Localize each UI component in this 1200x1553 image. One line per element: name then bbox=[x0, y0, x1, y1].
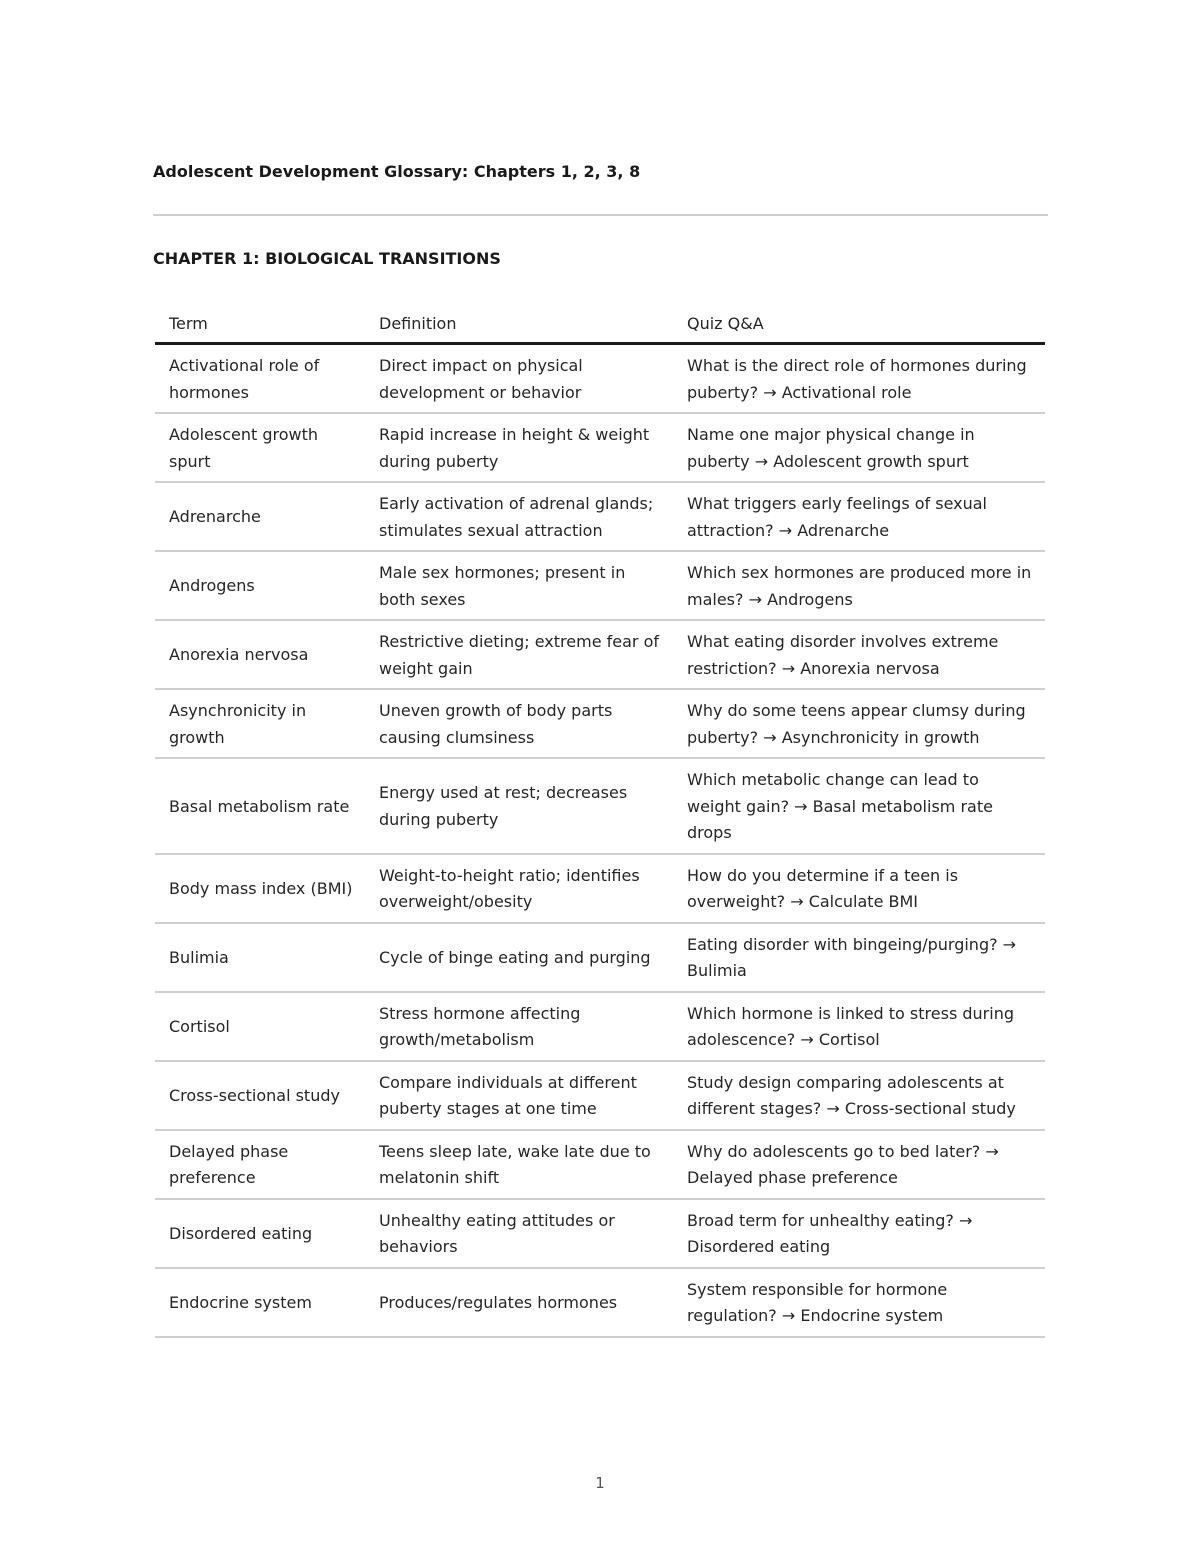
definition-cell: Stress hormone affecting growth/metabolism bbox=[365, 992, 673, 1061]
definition-cell: Teens sleep late, wake late due to melatonin shift bbox=[365, 1130, 673, 1199]
definition-cell: Produces/regulates hormones bbox=[365, 1268, 673, 1337]
term-cell: Cortisol bbox=[155, 992, 365, 1061]
quiz-cell: System responsible for hormone regulation? → Endocrine system bbox=[673, 1268, 1045, 1337]
term-cell: Basal metabolism rate bbox=[155, 758, 365, 854]
term-cell: Bulimia bbox=[155, 923, 365, 992]
quiz-cell: Which hormone is linked to stress during adolescence? → Cortisol bbox=[673, 992, 1045, 1061]
term-cell: Delayed phase preference bbox=[155, 1130, 365, 1199]
quiz-cell: Name one major physical change in puberty → Adolescent growth spurt bbox=[673, 413, 1045, 482]
quiz-cell: Broad term for unhealthy eating? → Disordered eating bbox=[673, 1199, 1045, 1268]
table-row bbox=[155, 689, 1045, 758]
page-number: 1 bbox=[595, 1474, 605, 1492]
table-row bbox=[155, 1268, 1045, 1337]
document-title: Adolescent Development Glossary: Chapters 1, 2, 3, 8 bbox=[153, 162, 641, 181]
quiz-cell: Study design comparing adolescents at different stages? → Cross-sectional study bbox=[673, 1061, 1045, 1130]
table-row bbox=[155, 1130, 1045, 1199]
title-divider bbox=[153, 214, 1048, 216]
table-row bbox=[155, 413, 1045, 482]
column-header-term: Term bbox=[155, 306, 365, 344]
term-cell: Adrenarche bbox=[155, 482, 365, 551]
quiz-cell: What eating disorder involves extreme restriction? → Anorexia nervosa bbox=[673, 620, 1045, 689]
table-row bbox=[155, 620, 1045, 689]
table-row bbox=[155, 344, 1045, 414]
term-cell: Anorexia nervosa bbox=[155, 620, 365, 689]
definition-cell: Early activation of adrenal glands; stimulates sexual attraction bbox=[365, 482, 673, 551]
quiz-cell: Why do adolescents go to bed later? → Delayed phase preference bbox=[673, 1130, 1045, 1199]
quiz-cell: Eating disorder with bingeing/purging? → Bulimia bbox=[673, 923, 1045, 992]
definition-cell: Compare individuals at different puberty stages at one time bbox=[365, 1061, 673, 1130]
table-row bbox=[155, 482, 1045, 551]
term-cell: Asynchronicity in growth bbox=[155, 689, 365, 758]
term-cell: Activational role of hormones bbox=[155, 344, 365, 414]
table-row bbox=[155, 551, 1045, 620]
quiz-cell: Why do some teens appear clumsy during puberty? → Asynchronicity in growth bbox=[673, 689, 1045, 758]
definition-cell: Unhealthy eating attitudes or behaviors bbox=[365, 1199, 673, 1268]
term-cell: Disordered eating bbox=[155, 1199, 365, 1268]
column-header-definition: Definition bbox=[365, 306, 673, 344]
quiz-cell: What is the direct role of hormones during puberty? → Activational role bbox=[673, 344, 1045, 414]
table-row bbox=[155, 923, 1045, 992]
quiz-cell: How do you determine if a teen is overweight? → Calculate BMI bbox=[673, 854, 1045, 923]
column-header-quiz: Quiz Q&A bbox=[673, 306, 1045, 344]
table-row bbox=[155, 758, 1045, 854]
table-header-row bbox=[155, 306, 1045, 344]
definition-cell: Weight-to-height ratio; identifies overweight/obesity bbox=[365, 854, 673, 923]
table-row bbox=[155, 992, 1045, 1061]
term-cell: Androgens bbox=[155, 551, 365, 620]
quiz-cell: Which metabolic change can lead to weight gain? → Basal metabolism rate drops bbox=[673, 758, 1045, 854]
term-cell: Body mass index (BMI) bbox=[155, 854, 365, 923]
quiz-cell: What triggers early feelings of sexual attraction? → Adrenarche bbox=[673, 482, 1045, 551]
chapter-heading: CHAPTER 1: BIOLOGICAL TRANSITIONS bbox=[153, 249, 501, 268]
definition-cell: Cycle of binge eating and purging bbox=[365, 923, 673, 992]
table-row bbox=[155, 1061, 1045, 1130]
definition-cell: Direct impact on physical development or behavior bbox=[365, 344, 673, 414]
quiz-cell: Which sex hormones are produced more in males? → Androgens bbox=[673, 551, 1045, 620]
definition-cell: Restrictive dieting; extreme fear of weight gain bbox=[365, 620, 673, 689]
table-row bbox=[155, 1199, 1045, 1268]
term-cell: Endocrine system bbox=[155, 1268, 365, 1337]
definition-cell: Male sex hormones; present in both sexes bbox=[365, 551, 673, 620]
table-row bbox=[155, 854, 1045, 923]
term-cell: Adolescent growth spurt bbox=[155, 413, 365, 482]
definition-cell: Uneven growth of body parts causing clumsiness bbox=[365, 689, 673, 758]
glossary-table bbox=[155, 306, 1045, 1338]
definition-cell: Rapid increase in height & weight during puberty bbox=[365, 413, 673, 482]
term-cell: Cross-sectional study bbox=[155, 1061, 365, 1130]
definition-cell: Energy used at rest; decreases during puberty bbox=[365, 758, 673, 854]
